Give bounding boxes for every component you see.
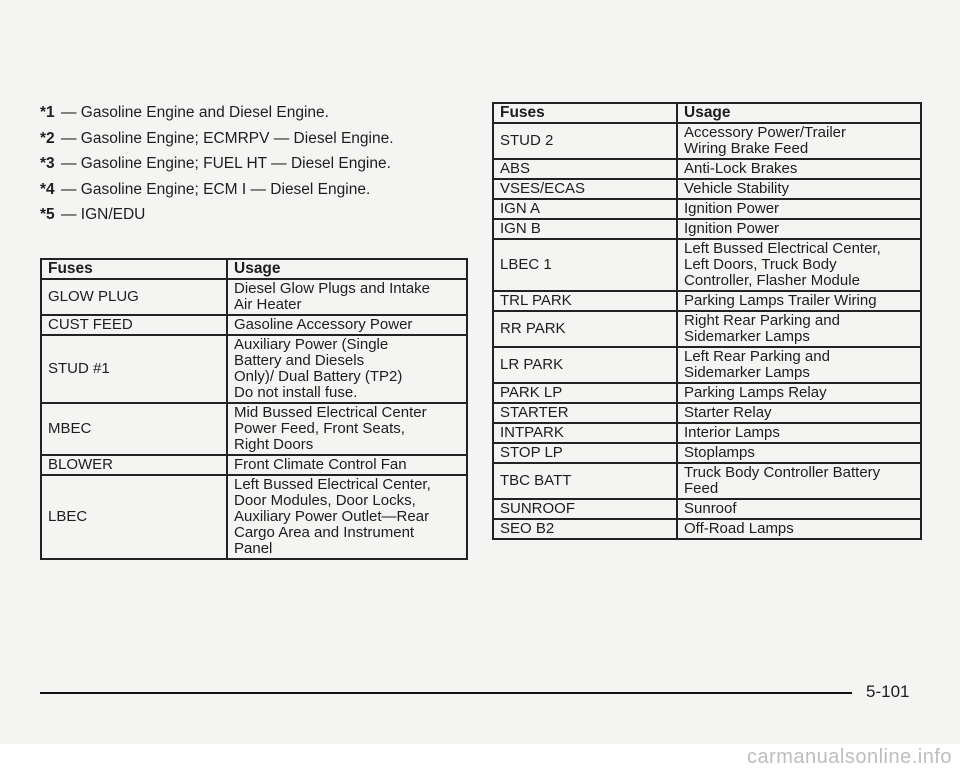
fuse-usage-cell: Truck Body Controller Battery Feed (677, 463, 921, 499)
fuse-usage-cell: Right Rear Parking and Sidemarker Lamps (677, 311, 921, 347)
fuse-usage-cell: Mid Bussed Electrical Center Power Feed, Front Seats, Right Doors (227, 403, 467, 455)
footnote-5 (40, 202, 480, 228)
footnote-2 (40, 126, 480, 152)
footnote-text: — Gasoline Engine; ECM I — Diesel Engine. (60, 180, 371, 198)
table-body (41, 279, 467, 559)
fuse-name-cell: CUST FEED (41, 315, 227, 335)
footnote-3 (40, 151, 480, 177)
fuse-usage-cell: Anti-Lock Brakes (677, 159, 921, 179)
fuse-name-cell: STUD 2 (493, 123, 677, 159)
fuse-usage-cell: Ignition Power (677, 219, 921, 239)
fuse-name-cell: LBEC 1 (493, 239, 677, 291)
footnote-text: — Gasoline Engine; ECMRPV — Diesel Engine. (60, 129, 394, 147)
fuse-usage-cell: Left Bussed Electrical Center, Left Doors, Truck Body Controller, Flasher Module (677, 239, 921, 291)
fuse-name-cell: MBEC (41, 403, 227, 455)
table-row (41, 403, 467, 455)
footnote-text: — IGN/EDU (60, 206, 146, 223)
fuse-name-cell: IGN B (493, 219, 677, 239)
table-row (493, 423, 921, 443)
table-header-row (41, 259, 467, 279)
fuse-name-cell: RR PARK (493, 311, 677, 347)
fuse-usage-cell: Ignition Power (677, 199, 921, 219)
table-row (41, 455, 467, 475)
fuse-name-cell: BLOWER (41, 455, 227, 475)
table-row (493, 443, 921, 463)
fuse-name-cell: LBEC (41, 475, 227, 559)
table-body (493, 123, 921, 539)
fuse-name-cell: STARTER (493, 403, 677, 423)
fuse-usage-cell: Interior Lamps (677, 423, 921, 443)
footnote-marker: *4 (40, 180, 55, 198)
fuse-usage-cell: Starter Relay (677, 403, 921, 423)
fuse-usage-cell: Off-Road Lamps (677, 519, 921, 539)
table-row (493, 291, 921, 311)
table-row (493, 519, 921, 539)
fuse-usage-cell: Left Rear Parking and Sidemarker Lamps (677, 347, 921, 383)
table-row (493, 239, 921, 291)
fuse-name-cell: GLOW PLUG (41, 279, 227, 315)
fuse-usage-cell: Sunroof (677, 499, 921, 519)
fuse-table-right (492, 102, 922, 540)
watermark-bar (0, 744, 960, 771)
fuse-name-cell: STUD #1 (41, 335, 227, 403)
fuse-usage-cell: Parking Lamps Relay (677, 383, 921, 403)
table-row (493, 159, 921, 179)
fuse-name-cell: VSES/ECAS (493, 179, 677, 199)
fuse-usage-cell: Stoplamps (677, 443, 921, 463)
footnote-marker: *1 (40, 104, 55, 121)
footnote-4 (40, 177, 480, 203)
table-row (493, 311, 921, 347)
footnote-marker: *2 (40, 129, 55, 147)
footer-rule (40, 692, 852, 694)
page-number: 5-101 (866, 682, 910, 701)
table-row (41, 279, 467, 315)
table-row (41, 315, 467, 335)
footnote-list (40, 100, 480, 228)
fuse-usage-cell: Diesel Glow Plugs and Intake Air Heater (227, 279, 467, 315)
fuse-name-cell: TRL PARK (493, 291, 677, 311)
fuse-table-left (40, 258, 468, 560)
fuse-name-cell: IGN A (493, 199, 677, 219)
fuse-usage-cell: Left Bussed Electrical Center, Door Modules, Door Locks, Auxiliary Power Outlet—Rear Cargo Area and Instrument Panel (227, 475, 467, 559)
table-row (493, 123, 921, 159)
footnote-marker: *5 (40, 206, 55, 223)
table-row (41, 475, 467, 559)
fuse-name-cell: LR PARK (493, 347, 677, 383)
footnote-1 (40, 100, 480, 126)
table-row (493, 199, 921, 219)
column-header-usage: Usage (227, 259, 467, 279)
fuse-name-cell: SUNROOF (493, 499, 677, 519)
table-row (493, 463, 921, 499)
fuse-name-cell: ABS (493, 159, 677, 179)
table-row (493, 383, 921, 403)
table-row (493, 403, 921, 423)
footnote-text: — Gasoline Engine and Diesel Engine. (60, 104, 329, 121)
table-row (493, 219, 921, 239)
fuse-name-cell: SEO B2 (493, 519, 677, 539)
footnote-text: — Gasoline Engine; FUEL HT — Diesel Engine. (60, 155, 391, 172)
fuse-usage-cell: Vehicle Stability (677, 179, 921, 199)
table-row (41, 335, 467, 403)
fuse-name-cell: INTPARK (493, 423, 677, 443)
fuse-name-cell: STOP LP (493, 443, 677, 463)
fuse-usage-cell: Gasoline Accessory Power (227, 315, 467, 335)
table-row (493, 179, 921, 199)
fuse-name-cell: TBC BATT (493, 463, 677, 499)
table-row (493, 499, 921, 519)
column-header-usage: Usage (677, 103, 921, 123)
footnote-marker: *3 (40, 155, 55, 172)
column-header-fuses: Fuses (493, 103, 677, 123)
table-header-row (493, 103, 921, 123)
watermark-text: carmanualsonline.info (746, 746, 952, 768)
column-header-fuses: Fuses (41, 259, 227, 279)
fuse-usage-cell: Front Climate Control Fan (227, 455, 467, 475)
table-row (493, 347, 921, 383)
fuse-usage-cell: Parking Lamps Trailer Wiring (677, 291, 921, 311)
fuse-usage-cell: Auxiliary Power (Single Battery and Diesels Only)/ Dual Battery (TP2) Do not install fuse. (227, 335, 467, 403)
fuse-usage-cell: Accessory Power/Trailer Wiring Brake Feed (677, 123, 921, 159)
fuse-name-cell: PARK LP (493, 383, 677, 403)
